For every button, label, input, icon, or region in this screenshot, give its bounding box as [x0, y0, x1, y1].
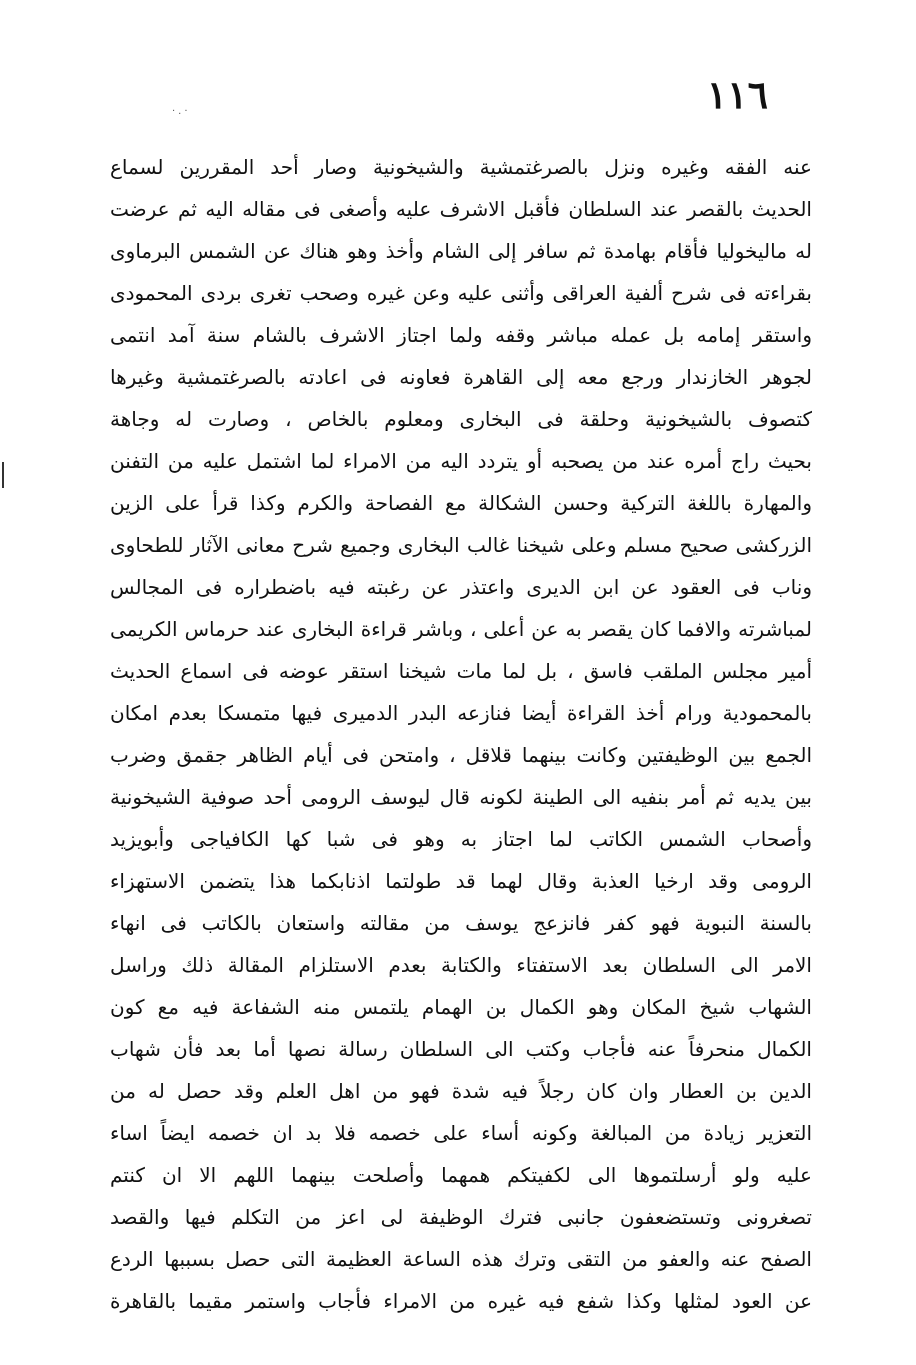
- text-line: الصفح عنه والعفو من التقى وترك هذه الساعة العظيمة التى حصل بسببها الردع: [110, 1247, 812, 1271]
- text-line: وأصحاب الشمس الكاتب لما اجتاز به وهو فى شبا كها الكافياجى وأبويزيد: [110, 827, 812, 851]
- text-line: له ماليخوليا فأقام بهامدة ثم سافر إلى الشام وأخذ وهو هناك عن الشمس البرماوى: [110, 239, 812, 263]
- text-line: الكمال منحرفاً عنه فأجاب وكتب الى السلطان رسالة نصها أما بعد فأن شهاب: [110, 1037, 812, 1061]
- page-number: ١١٦: [706, 72, 768, 117]
- text-line: لجوهر الخازندار ورجع معه إلى القاهرة فعاونه فى اعادته بالصرغتمشية وغيرها: [110, 365, 812, 389]
- scan-edge-mark: [2, 462, 4, 488]
- text-line: الرومى وقد ارخيا العذبة وقال لهما قد طولتما اذنابكما هذا يتضمن الاستهزاء: [110, 869, 812, 893]
- text-line: كتصوف بالشيخونية وحلقة فى البخارى ومعلوم بالخاص ، وصارت له وجاهة: [110, 407, 812, 431]
- text-line: واستقر إمامه بل عمله مباشر وقفه ولما اجتاز الاشرف بالشام سنة آمد انتمى: [110, 323, 812, 347]
- text-line: بالمحمودية ورام أخذ القراءة أيضا فنازعه البدر الدميرى فيها متمسكا بعدم امكان: [110, 701, 812, 725]
- text-line: الجمع بين الوظيفتين وكانت بينهما قلاقل ، وامتحن فى أيام الظاهر جقمق وضرب: [110, 743, 812, 767]
- text-line: والمهارة باللغة التركية وحسن الشكالة مع الفصاحة والكرم وكذا قرأ على الزين: [110, 491, 812, 515]
- text-line: بقراءته فى شرح ألفية العراقى وأثنى عليه وعن غيره وصحب تغرى بردى المحمودى: [110, 281, 812, 305]
- text-line: الدين بن العطار وان كان رجلاً فيه شدة فهو من اهل العلم وقد حصل له من: [110, 1079, 812, 1103]
- scan-speck: ·.·: [172, 106, 191, 117]
- text-line: عن العود لمثلها وكذا شفع فيه غيره من الامراء فأجاب واستمر مقيما بالقاهرة: [110, 1289, 812, 1313]
- text-line: بين يديه ثم أمر بنفيه الى الطينة لكونه قال ليوسف الرومى أحد صوفية الشيخونية: [110, 785, 812, 809]
- text-line: تصغرونى وتستضعفون جانبى فترك الوظيفة لى اعز من التكلم فيها والقصد: [110, 1205, 812, 1229]
- text-line: عليه ولو أرسلتموها الى لكفيتكم همهما وأصلحت بينهما اللهم الا ان كنتم: [110, 1163, 812, 1187]
- text-line: بحيث راج أمره عند من يصحبه أو يتردد اليه من الامراء لما اشتمل عليه من التفنن: [110, 449, 812, 473]
- text-line: وناب فى العقود عن ابن الديرى واعتذر عن رغبته فيه باضطراره فى المجالس: [110, 575, 812, 599]
- text-line: بالسنة النبوية فهو كفر فانزعج يوسف من مقالته واستعان بالكاتب فى انهاء: [110, 911, 812, 935]
- text-line: لمباشرته والافما كان يقصر به عن أعلى ، وباشر قراءة البخارى عند حرماس الكريمى: [110, 617, 812, 641]
- text-line: التعزير زيادة من المبالغة وكونه أساء على خصمه فلا بد ان خصمه ايضاً اساء: [110, 1121, 812, 1145]
- text-line: الحديث بالقصر عند السلطان فأقبل الاشرف عليه وأصغى فى مقاله اليه ثم عرضت: [110, 197, 812, 221]
- body-text: [110, 146, 812, 1322]
- text-line: الشهاب شيخ المكان وهو الكمال بن الهمام يلتمس منه الشفاعة فيه مع كون: [110, 995, 812, 1019]
- text-line: الزركشى صحيح مسلم وعلى شيخنا غالب البخارى وجميع شرح معانى الآثار للطحاوى: [110, 533, 812, 557]
- text-line: عنه الفقه وغيره ونزل بالصرغتمشية والشيخونية وصار أحد المقررين لسماع: [110, 155, 812, 179]
- text-line: الامر الى السلطان بعد الاستفتاء والكتابة بعدم الاستلزام المقالة ذلك وراسل: [110, 953, 812, 977]
- text-line: أمير مجلس الملقب فاسق ، بل لما مات شيخنا استقر عوضه فى اسماع الحديث: [110, 659, 812, 683]
